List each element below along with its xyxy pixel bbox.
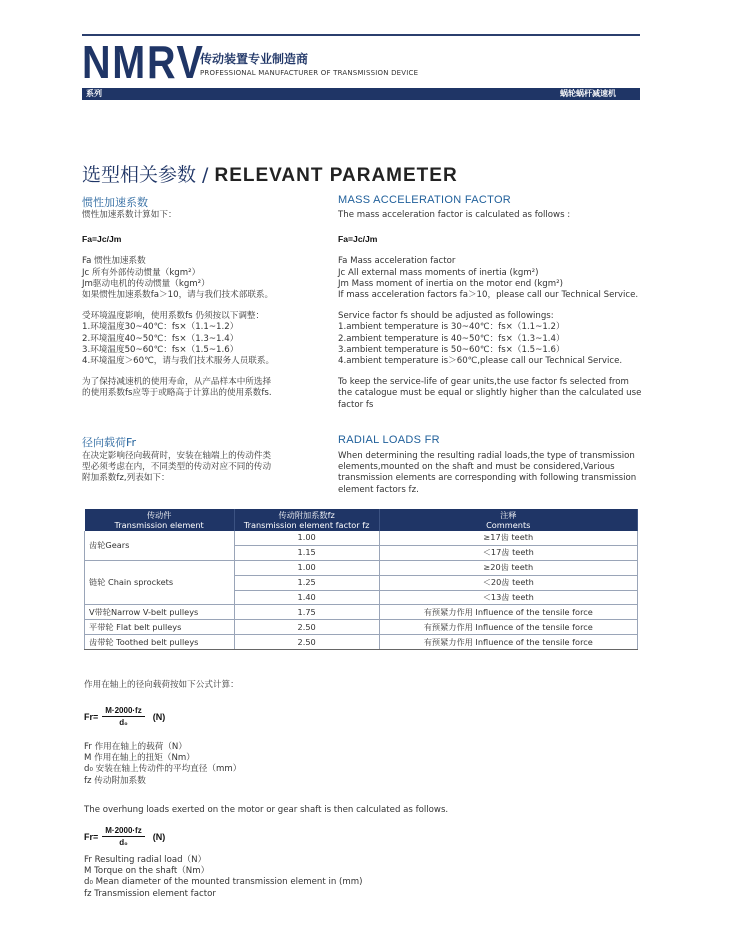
formula-def: d₀ Mean diameter of the mounted transmission element in (mm) [84,877,363,888]
section-title [82,160,458,187]
radial-line: transmission elements are corresponding with following transmission [338,473,637,484]
table-row [85,560,638,575]
formula-numerator: M·2000·fz [102,706,144,717]
section-title-cn: 选型相关参数 / [82,164,215,186]
factor-cell: 1.15 [234,545,379,560]
radial-line: element factors fz. [338,484,419,495]
formula-denominator: d₀ [119,838,128,847]
inertia-heading-en: MASS ACCELERATION FACTOR [338,194,512,206]
formula-def: fz 传动附加系数 [84,775,146,786]
formula-def: Fr Resulting radial load（N） [84,855,207,865]
formula-def: fz Transmission element factor [84,888,216,899]
temp-item: 2.ambient temperature is 40~50℃：fs×（1.3~1.4） [338,333,565,344]
formula-lhs: Fr= [84,831,99,842]
inertia-def: 如果惯性加速系数fa＞10，请与我们技术部联系。 [82,290,274,301]
inertia-intro-cn: 惯性加速系数计算如下： [82,210,177,220]
section-title-en: RELEVANT PARAMETER [214,165,458,186]
series-label: 系列 [86,89,102,98]
note-en: the catalogue must be equal or slightly higher than the calculated use [338,388,642,399]
formula-def: M Torque on the shaft（Nm） [84,866,210,877]
factor-cell: 1.75 [234,605,379,620]
formula-def: M 作用在轴上的扭矩（Nm） [84,753,195,764]
formula-defs-cn [84,742,241,787]
table-header: 注释 Comments [379,509,637,531]
inertia-block-en [338,210,642,411]
table-row [85,605,638,620]
formula-intro-en: The overhung loads exerted on the motor or gear shaft is then calculated as follows. [84,805,449,815]
inertia-def: Fa Mass acceleration factor [338,256,456,267]
temp-item: 3.环境温度50~60℃：fs×（1.5~1.6） [82,344,239,355]
inertia-def: Jm Mass moment of inertia on the motor end (kgm²) [338,278,563,289]
radial-heading-cn: 径向载荷Fr [82,436,137,449]
formula-unit: (N) [152,831,166,842]
inertia-intro-en: The mass acceleration factor is calculated as follows : [338,210,571,220]
temp-item: 3.ambient temperature is 50~60℃：fs×（1.5~1.6） [338,344,565,355]
radial-line: 附加系数fz,列表如下： [82,473,170,484]
temp-item: 1.环境温度30~40℃：fs×（1.1~1.2） [82,322,239,333]
formula-lhs: Fr= [84,711,99,722]
formula-def: d₀ 安装在轴上传动件的平均直径（mm） [84,764,242,775]
radial-text-en [338,451,638,496]
inertia-def: Jc All external mass moments of inertia (kgm²) [338,267,539,278]
comment-cell: 有预紧力作用 Influence of the tensile force [379,635,637,650]
formula-cn [84,706,165,727]
formula-unit: (N) [152,711,166,722]
temp-item: 4.环境温度＞60℃，请与我们技术服务人员联系。 [82,356,275,367]
element-cell: 齿带轮 Toothed belt pulleys [85,635,235,650]
formula-en [84,826,165,847]
temp-item: 2.环境温度40~50℃：fs×（1.3~1.4） [82,333,239,344]
table-row [85,620,638,635]
inertia-block-cn [82,210,322,400]
brand-title-en: PROFESSIONAL MANUFACTURER OF TRANSMISSION DEVICE [200,69,419,77]
formula-defs-en [84,855,363,900]
radial-heading-en: RADIAL LOADS FR [338,434,440,446]
factor-cell: 1.40 [234,590,379,605]
formula-numerator: M·2000·fz [102,826,144,837]
radial-text-cn [82,451,322,485]
inertia-formula-en: Fa=Jc/Jm [338,234,378,245]
comment-cell: 有预紧力作用 Influence of the tensile force [379,605,637,620]
factor-cell: 1.00 [234,531,379,545]
header-bar [82,88,640,100]
table-header: 传动件 Transmission element [85,509,235,531]
inertia-def: Jc 所有外部传动惯量（kgm²） [82,267,201,278]
formula-intro-cn: 作用在轴上的径向载荷按如下公式计算： [84,680,239,690]
temp-intro-cn: 受环境温度影响，使用系数fs 仍须按以下调整： [82,311,265,322]
formula-fraction [102,706,144,727]
inertia-def: Fa 惯性加速系数 [82,256,146,267]
element-cell: 齿轮Gears [85,531,235,560]
table-row [85,635,638,650]
brand-title-cn: 传动装置专业制造商 [200,52,309,66]
element-cell: 链轮 Chain sprockets [85,560,235,605]
radial-line: 型必须考虑在内，不同类型的传动对应不同的传动 [82,462,272,473]
comment-cell: ≥20齿 teeth [379,560,637,575]
formula-def: Fr 作用在轴上的载荷（N） [84,742,187,752]
comment-cell: ＜20齿 teeth [379,575,637,590]
radial-line: elements,mounted on the shaft and must be considered,Various [338,462,615,473]
note-cn: 为了保持减速机的使用寿命，从产品样本中所选择 [82,377,272,388]
comment-cell: ≥17齿 teeth [379,531,637,545]
table-row [85,531,638,545]
inertia-heading-cn: 惯性加速系数 [82,196,148,209]
radial-line: When determining the resulting radial loads,the type of transmission [338,451,635,461]
inertia-def: If mass acceleration factors fa＞10，please call our Technical Service. [338,290,639,301]
table-header: 传动附加系数fz Transmission element factor fz [234,509,379,531]
comment-cell: ＜17齿 teeth [379,545,637,560]
temp-intro-en: Service factor fs should be adjusted as followings: [338,311,554,322]
note-en: factor fs [338,399,374,410]
category-label: 蜗轮蜗杆减速机 [560,89,616,98]
note-en: To keep the service-life of gear units,the use factor fs selected from [338,377,629,388]
transmission-factor-table [84,509,638,650]
radial-line: 在决定影响径向载荷时，安装在轴端上的传动件类 [82,451,272,461]
note-cn: 的使用系数fs应等于或略高于计算出的使用系数fs. [82,388,272,399]
comment-cell: ＜13齿 teeth [379,590,637,605]
comment-cell: 有预紧力作用 Influence of the tensile force [379,620,637,635]
formula-denominator: d₀ [119,718,128,727]
factor-cell: 1.00 [234,560,379,575]
temp-item: 4.ambient temperature is＞60℃,please call our Technical Service. [338,356,623,367]
formula-fraction [102,826,144,847]
element-cell: V带轮Narrow V-belt pulleys [85,605,235,620]
inertia-formula-cn: Fa=Jc/Jm [82,234,122,245]
element-cell: 平带轮 Flat belt pulleys [85,620,235,635]
factor-cell: 2.50 [234,620,379,635]
temp-item: 1.ambient temperature is 30~40℃：fs×（1.1~1.2） [338,322,565,333]
factor-cell: 2.50 [234,635,379,650]
inertia-def: Jm驱动电机的传动惯量（kgm²） [82,278,210,289]
logo: NMRV [82,36,205,88]
factor-cell: 1.25 [234,575,379,590]
